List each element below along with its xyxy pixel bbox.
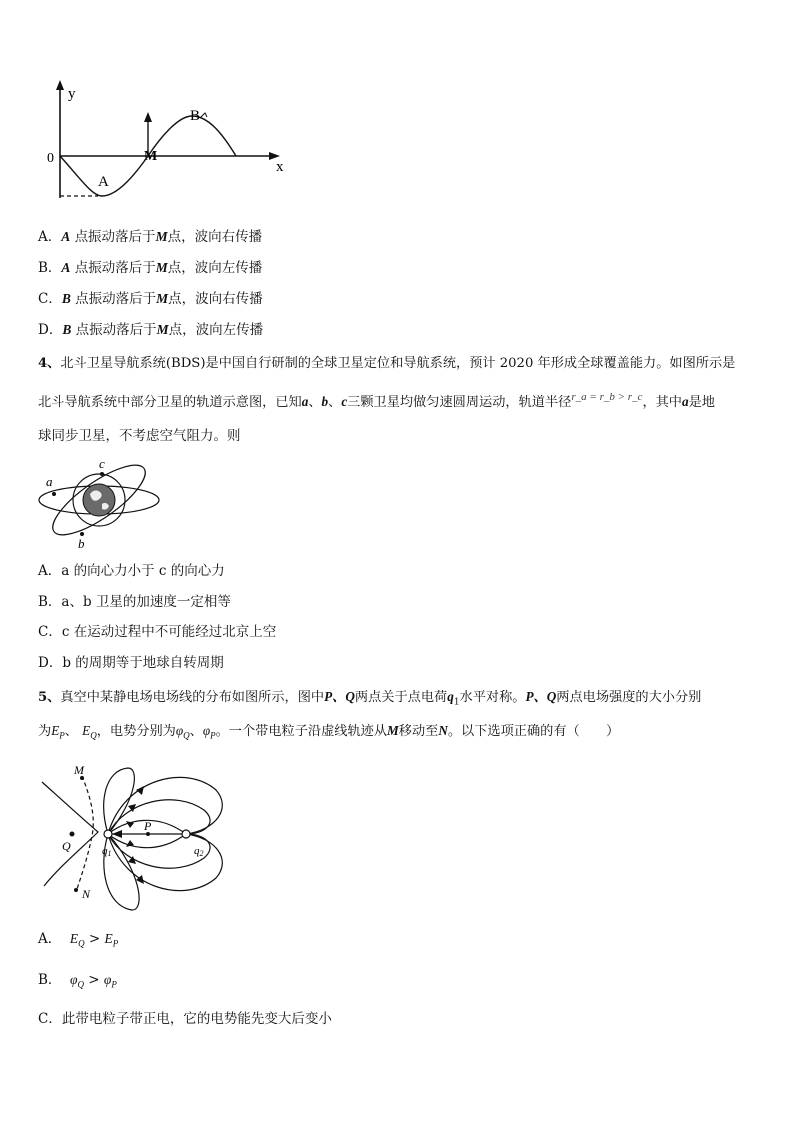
- point-b-label: B: [190, 108, 201, 124]
- q5-line-1: 5、真空中某静电场电场线的分布如图所示，图中P、Q两点关于点电荷$q_1$水平对称。P、Q两点电场强度的大小分别: [38, 689, 702, 708]
- q5-line-2: 为$E_P$、 $E_Q$，电势分别为$\varphi_Q$、$\varphi_P$。一个带电粒子沿虚线轨迹从M移动至N。以下选项正确的有（ ）: [38, 723, 620, 741]
- q4-option-c: C．c 在运动过程中不可能经过北京上空: [38, 624, 277, 640]
- x-axis-label: x: [276, 159, 284, 175]
- y-axis-label: y: [68, 86, 76, 102]
- field-label-n: N: [82, 887, 91, 901]
- field-label-q: Q: [62, 839, 71, 853]
- q4-option-a: A．a 的向心力小于 c 的向心力: [38, 563, 225, 579]
- orbit-label-a: a: [46, 474, 53, 489]
- field-label-m: M: [74, 763, 84, 777]
- point-a-label: A: [98, 174, 109, 190]
- q4-line-3: 球同步卫星，不考虑空气阻力。则: [38, 428, 241, 444]
- field-label-q1: q1: [102, 845, 112, 858]
- field-label-q2: q2: [194, 845, 204, 858]
- origin-label: 0: [47, 151, 54, 166]
- q3-option-a: A．A 点振动落后于M点，波向右传播: [38, 229, 263, 245]
- q5-option-b: B． $\varphi_Q > \varphi_P$: [38, 972, 117, 990]
- q3-option-b: B．A 点振动落后于M点，波向左传播: [38, 260, 263, 276]
- q4-line-1: 4、北斗卫星导航系统(BDS)是中国自行研制的全球卫星定位和导航系统，预计 2020 年形成全球覆盖能力。如图所示是: [38, 356, 736, 371]
- q4-line-2: 北斗导航系统中部分卫星的轨道示意图，已知a、b、c三颗卫星均做匀速圆周运动，轨道半径$^{r\_a = r\_b > r\_c}$，其中a是地: [38, 391, 715, 410]
- field-label-p: P: [144, 819, 152, 833]
- orbit-figure: [36, 456, 166, 552]
- wave-figure: [40, 78, 300, 208]
- orbit-label-b: b: [78, 536, 85, 551]
- q4-option-b: B．a、b 卫星的加速度一定相等: [38, 594, 231, 610]
- q3-option-c: C．B 点振动落后于M点，波向右传播: [38, 291, 263, 307]
- radius-formula: r_a = r_b > r_c: [571, 391, 643, 403]
- electric-field-figure: [36, 760, 266, 918]
- q5-option-c: C．此带电粒子带正电，它的电势能先变大后变小: [38, 1011, 332, 1027]
- q5-option-a: A． $E_Q > E_P$: [38, 931, 119, 949]
- point-m-label: M: [144, 149, 158, 164]
- orbit-label-c: c: [99, 456, 105, 471]
- q3-option-d: D．B 点振动落后于M点，波向左传播: [38, 322, 264, 338]
- q4-option-d: D．b 的周期等于地球自转周期: [38, 655, 224, 671]
